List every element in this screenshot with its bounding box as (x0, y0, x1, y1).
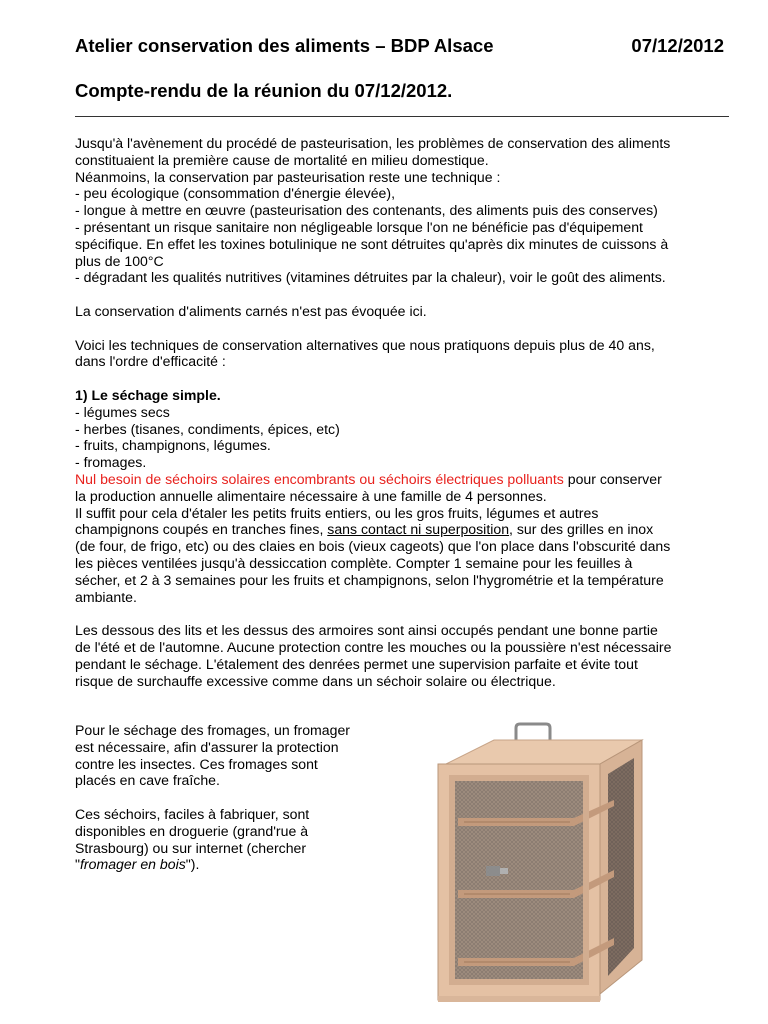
header-divider (75, 116, 729, 117)
cheese-line: Strasbourg) ou sur internet (chercher (75, 839, 307, 856)
cheese-line: est nécessaire, afin d'assurer la protection (75, 738, 339, 755)
intro-line: constituaient la première cause de mortalité en milieu domestique. (75, 151, 489, 168)
list-item: - légumes secs (75, 403, 170, 420)
section-line: champignons coupés en tranches fines, sans contact ni superposition, sur des grilles en inox (75, 521, 654, 538)
wooden-cheese-cabinet-illustration (424, 720, 664, 1015)
document-body (75, 135, 735, 689)
section-line: ambiante. (75, 588, 137, 605)
section-line: Il suffit pour cela d'étaler les petits fruits entiers, ou les gros fruits, légumes et autres (75, 504, 599, 521)
intro-bullet: plus de 100°C (75, 252, 164, 269)
storage-line: pendant le séchage. L'étalement des denrées permet une supervision parfaite et évite tout (75, 655, 638, 672)
meeting-subtitle: Compte-rendu de la réunion du 07/12/2012. (75, 80, 453, 101)
intro-bullet: - présentant un risque sanitaire non négligeable lorsque l'on ne bénéficie pas d'équipement (75, 218, 643, 235)
red-highlight: Nul besoin de séchoirs solaires encombrants ou séchoirs électriques polluants (75, 470, 564, 487)
techniques-intro: dans l'ordre d'efficacité : (75, 353, 226, 370)
storage-line: Les dessous des lits et les dessus des armoires sont ainsi occupés pendant une bonne partie (75, 622, 658, 639)
meat-note: La conservation d'aliments carnés n'est pas évoquée ici. (75, 302, 427, 319)
section-line: sécher, et 2 à 3 semaines pour les fruits et champignons, selon l'hygrométrie et la température (75, 571, 664, 588)
cheese-line: Ces séchoirs, faciles à fabriquer, sont (75, 805, 310, 822)
section-heading: 1) Le séchage simple. (75, 386, 221, 403)
document-title: Atelier conservation des aliments – BDP Alsace (75, 35, 494, 56)
cheese-line: "fromager en bois"). (75, 856, 200, 873)
intro-line: Néanmoins, la conservation par pasteurisation reste une technique : (75, 168, 501, 185)
list-item: - fromages. (75, 454, 147, 471)
cheese-cabinet-image (424, 720, 664, 1015)
intro-bullet: - peu écologique (consommation d'énergie élevée), (75, 185, 395, 202)
list-item: - fruits, champignons, légumes. (75, 437, 271, 454)
intro-bullet: - longue à mettre en œuvre (pasteurisation des contenants, des aliments puis des conserves) (75, 202, 658, 219)
section-line: (de four, de frigo, etc) ou des claies en bois (vieux cageots) que l'on place dans l'obscurité dans (75, 538, 671, 555)
list-item: - herbes (tisanes, condiments, épices, etc) (75, 420, 340, 437)
document-header (75, 33, 730, 59)
cheese-line: Pour le séchage des fromages, un fromager (75, 722, 350, 738)
header-date: 07/12/2012 (631, 35, 724, 56)
storage-line: de l'été et de l'automne. Aucune protection contre les mouches ou la poussière n'est nécessaire (75, 638, 672, 655)
search-term: fromager en bois (80, 856, 186, 873)
intro-bullet: spécifique. En effet les toxines botulinique ne sont détruites qu'après dix minutes de cuissons à (75, 235, 669, 252)
section-line: la production annuelle alimentaire nécessaire à une famille de 4 personnes. (75, 487, 547, 504)
section-line: les pièces ventilées jusqu'à dessiccation complète. Compter 1 semaine pour les feuilles à (75, 554, 633, 571)
cheese-section (75, 722, 395, 873)
techniques-intro: Voici les techniques de conservation alternatives que nous pratiquons depuis plus de 40 ans, (75, 336, 655, 353)
intro-line: Jusqu'à l'avènement du procédé de pasteurisation, les problèmes de conservation des aliments (75, 135, 671, 151)
cheese-line: placés en cave fraîche. (75, 772, 220, 789)
storage-line: risque de surchauffe excessive comme dans un séchoir solaire ou électrique. (75, 672, 556, 689)
underlined-text: sans contact ni superposition (327, 521, 510, 538)
cheese-line: disponibles en droguerie (grand'rue à (75, 822, 309, 839)
section-line: Nul besoin de séchoirs solaires encombrants ou séchoirs électriques polluants pour conserver (75, 470, 662, 487)
cheese-line: contre les insectes. Ces fromages sont (75, 755, 318, 772)
intro-bullet: - dégradant les qualités nutritives (vitamines détruites par la chaleur), voir le goût des aliments. (75, 269, 666, 286)
